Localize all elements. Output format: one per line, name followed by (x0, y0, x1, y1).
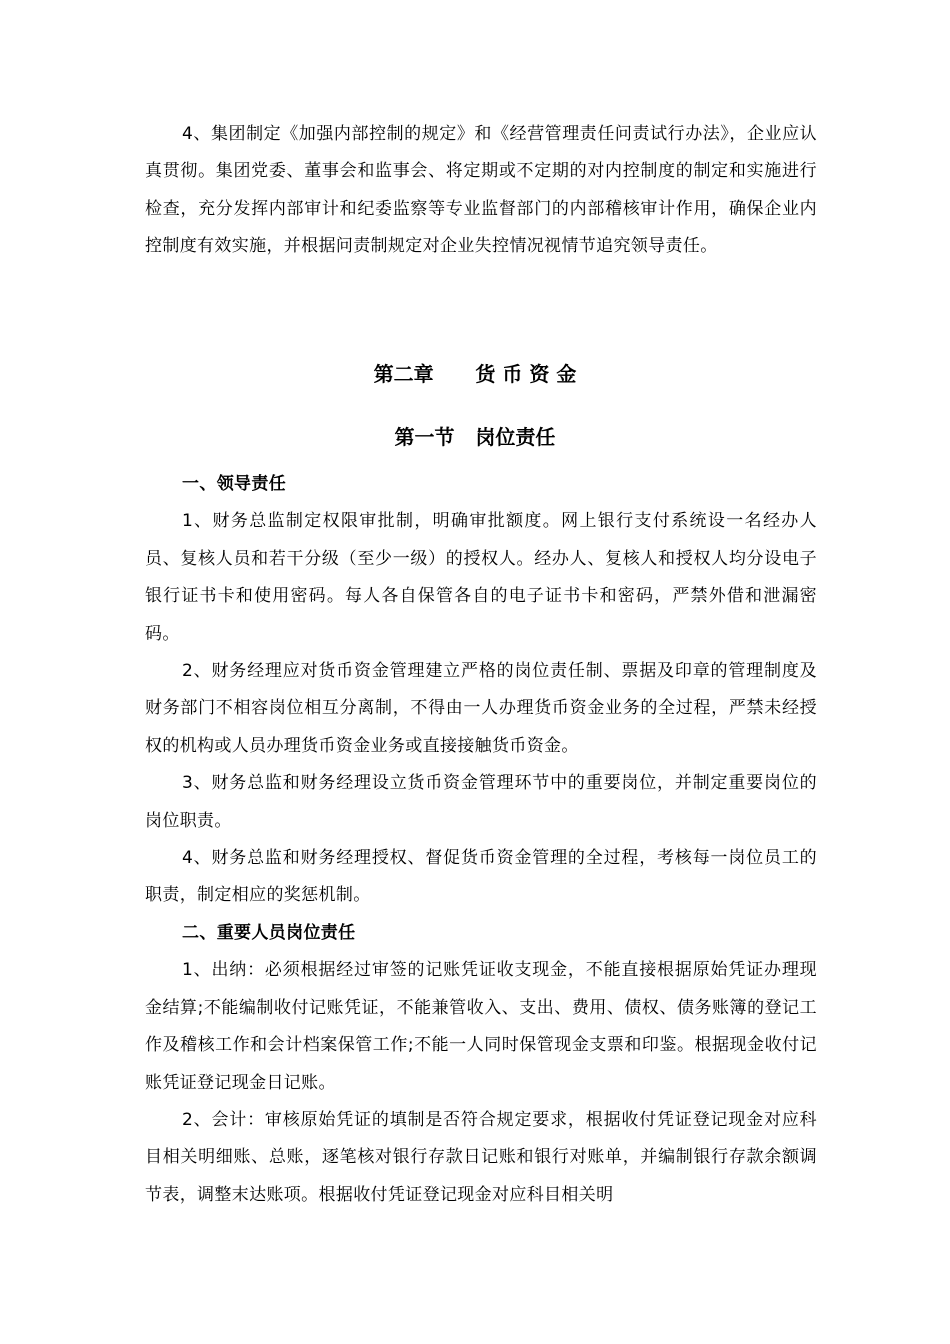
part1-item-3: 3、财务总监和财务经理设立货币资金管理环节中的重要岗位，并制定重要岗位的岗位职责。 (145, 773, 817, 831)
part2-item-1: 1、出纳：必须根据经过审签的记账凭证收支现金，不能直接根据原始凭证办理现金结算;不能编制收付记账凭证，不能兼管收入、支出、费用、债权、债务账簿的登记工作及稽核工作和会计档案保管工作;不能一人同时保管现金支票和印鉴。根据现金收付记账凭证登记现金日记账。 (145, 960, 817, 1093)
part2-item-2: 2、会计：审核原始凭证的填制是否符合规定要求，根据收付凭证登记现金对应科目相关明细账、总账，逐笔核对银行存款日记账和银行对账单，并编制银行存款余额调节表，调整末达账项。根据收付凭证登记现金对应科目相关明 (145, 1109, 817, 1205)
intro-block (145, 116, 817, 266)
part1-item-4: 4、财务总监和财务经理授权、督促货币资金管理的全过程，考核每一岗位员工的职责，制定相应的奖惩机制。 (145, 848, 817, 906)
part1-item-1: 1、财务总监制定权限审批制，明确审批额度。网上银行支付系统设一名经办人员、复核人员和若干分级（至少一级）的授权人。经办人、复核人和授权人均分设电子银行证书卡和使用密码。每人各自保管各自的电子证书卡和密码，严禁外借和泄漏密码。 (145, 511, 817, 644)
body-block (145, 466, 817, 1214)
section-title: 第一节 岗位责任 (394, 425, 556, 449)
part2-heading: 二、重要人员岗位责任 (182, 922, 356, 943)
chapter-title: 第二章 货 币 资 金 (373, 362, 577, 386)
part1-heading: 一、领导责任 (182, 474, 287, 494)
part1-item-2: 2、财务经理应对货币资金管理建立严格的岗位责任制、票据及印章的管理制度及财务部门不相容岗位相互分离制，不得由一人办理货币资金业务的全过程，严禁未经授权的机构或人员办理货币资金业务或直接接触货币资金。 (145, 661, 817, 756)
intro-paragraph: 4、集团制定《加强内部控制的规定》和《经营管理责任问责试行办法》，企业应认真贯彻。集团党委、董事会和监事会、将定期或不定期的对内控制度的制定和实施进行检查，充分发挥内部审计和纪委监察等专业监督部门的内部稽核审计作用，确保企业内控制度有效实施，并根据问责制规定对企业失控情况视情节追究领导责任。 (145, 124, 817, 257)
